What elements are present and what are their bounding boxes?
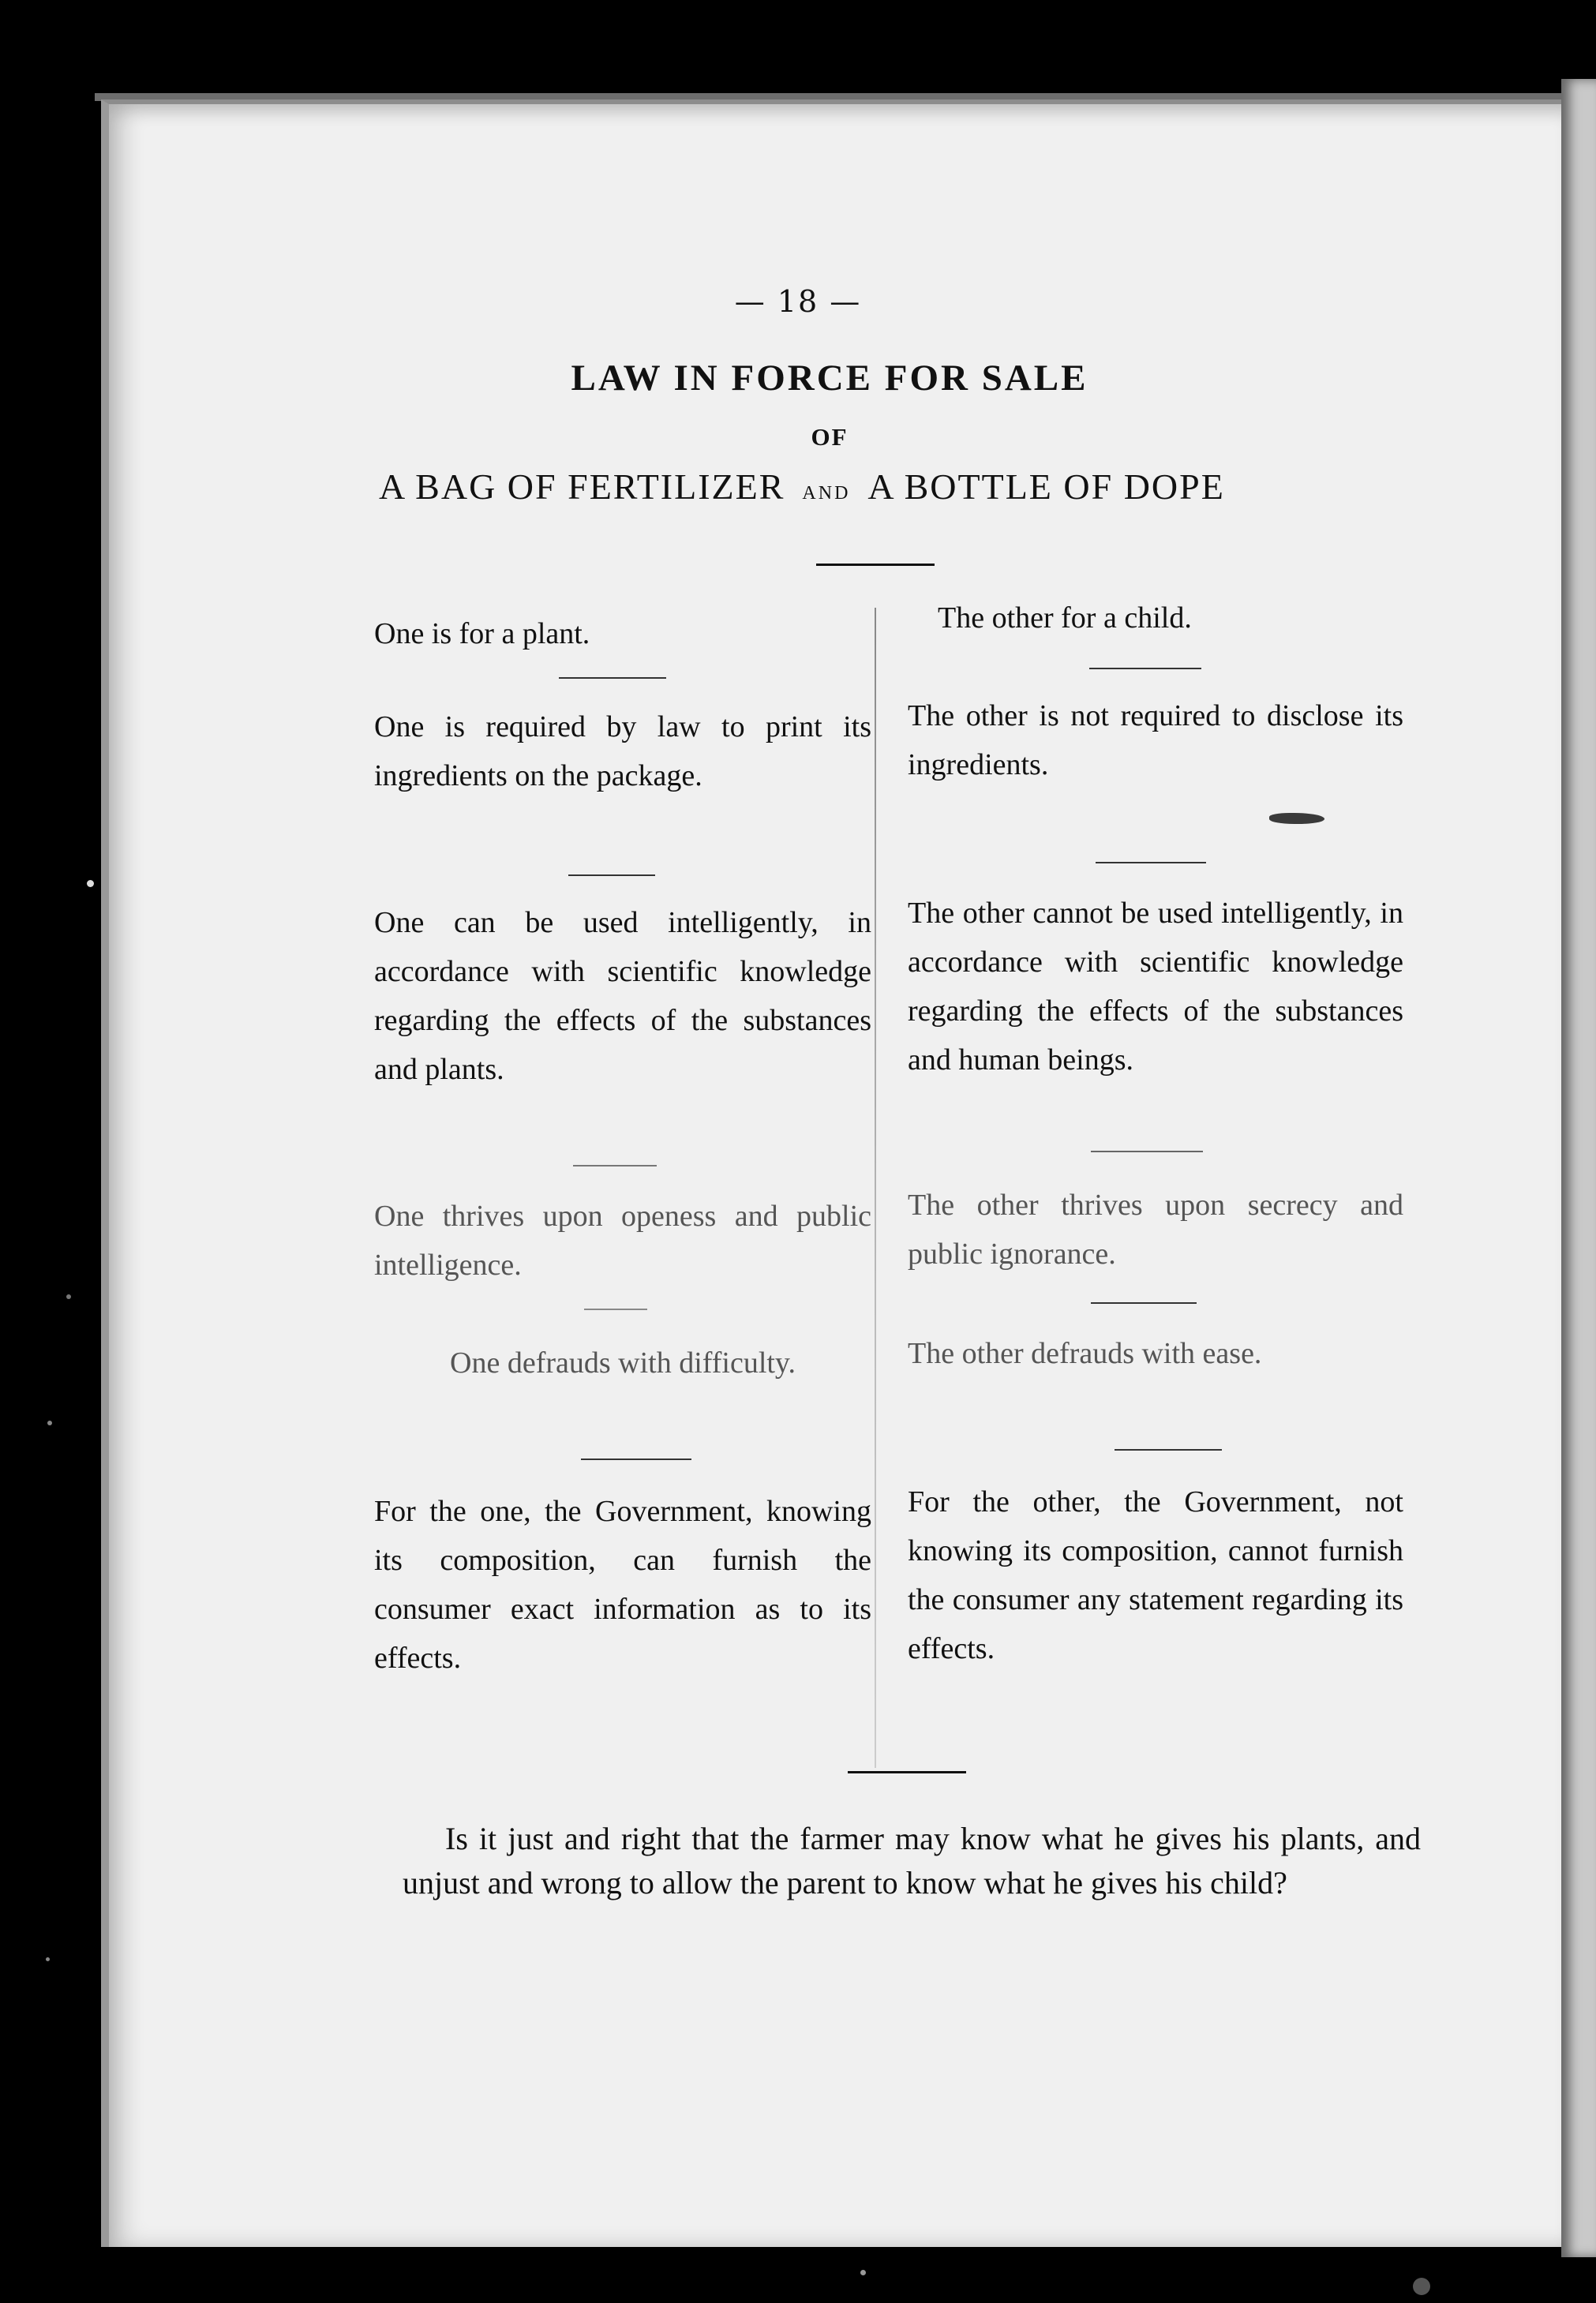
- right-item: The other cannot be used intelligently, in accordance with scientific knowledge regarding the effects of the substances and human beings.: [908, 897, 1403, 1077]
- page-number: — 18 —: [734, 284, 862, 319]
- left-item: One is required by law to print its ingredients on the package.: [374, 710, 871, 792]
- left-separator: [581, 1459, 691, 1460]
- right-item: The other defrauds with ease.: [908, 1337, 1262, 1370]
- left-item: For the one, the Government, knowing its composition, can furnish the consumer exact information as to its effects.: [374, 1495, 871, 1675]
- right-item: The other thrives upon secrecy and public ignorance.: [908, 1189, 1403, 1271]
- column-divider: [875, 608, 876, 1768]
- right-separator: [1091, 1302, 1197, 1304]
- right-item: For the other, the Government, not knowing its composition, cannot furnish the consumer any statement regarding its effects.: [908, 1485, 1403, 1665]
- left-item: One can be used intelligently, in accordance with scientific knowledge regarding the effects of the substances and plants.: [374, 906, 871, 1086]
- title-line-2: OF: [811, 423, 849, 451]
- left-item: One thrives upon openess and public intelligence.: [374, 1200, 871, 1282]
- dust-speck: [66, 1294, 71, 1299]
- title-line-1: LAW IN FORCE FOR SALE: [571, 358, 1088, 399]
- title-dope: A BOTTLE OF DOPE: [867, 466, 1225, 507]
- dust-speck: [87, 880, 94, 887]
- right-separator: [1115, 1449, 1222, 1451]
- ink-smudge: [1269, 813, 1324, 824]
- dust-speck: [860, 2270, 866, 2275]
- right-separator: [1089, 668, 1201, 669]
- dust-speck: [46, 1957, 50, 1961]
- right-item: The other for a child.: [938, 601, 1192, 635]
- right-separator: [1091, 1151, 1203, 1152]
- closing-question: [403, 1817, 1421, 1905]
- left-item: One defrauds with difficulty.: [450, 1346, 796, 1380]
- right-item: The other is not required to disclose its ingredients.: [908, 699, 1403, 781]
- dust-speck: [1413, 2278, 1430, 2295]
- left-separator: [584, 1309, 647, 1310]
- dust-speck: [47, 1421, 52, 1425]
- facing-page-edge: [1561, 79, 1596, 2257]
- closing-rule: [848, 1771, 966, 1773]
- title-fertilizer: A BAG OF FERTILIZER: [379, 466, 785, 507]
- left-separator: [568, 874, 655, 876]
- title-rule: [816, 564, 935, 566]
- left-item: One is for a plant.: [374, 617, 590, 650]
- title-and: AND: [802, 483, 851, 504]
- closing-question-text: Is it just and right that the farmer may know what he gives his plants, and unjust and wrong to allow the parent to know what he gives his child?: [403, 1821, 1421, 1900]
- right-separator: [1096, 862, 1206, 863]
- document-page: [101, 99, 1569, 2247]
- title-line-3: [379, 466, 1358, 507]
- left-separator: [559, 677, 666, 679]
- left-separator: [573, 1165, 657, 1166]
